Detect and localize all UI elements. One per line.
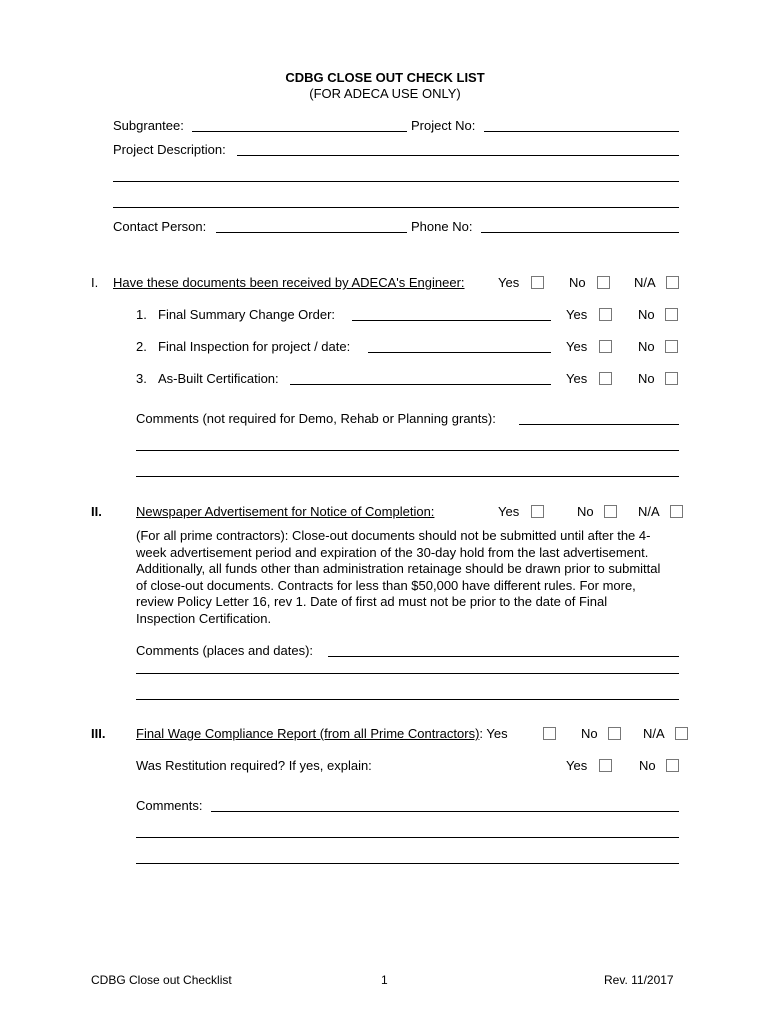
footer-title: CDBG Close out Checklist: [91, 973, 232, 987]
section-3-comments-line-2[interactable]: [136, 837, 679, 838]
project-description-line-3[interactable]: [113, 207, 679, 208]
section-2-na-label: N/A: [638, 504, 660, 519]
project-description-field[interactable]: [237, 155, 679, 156]
section-1-numeral: I.: [91, 275, 99, 290]
contact-person-label: Contact Person:: [113, 219, 207, 234]
paragraph-line: week advertisement period and expiration of the 30-day hold from the last advertisement.: [136, 544, 649, 560]
section-2-na-checkbox[interactable]: [670, 505, 683, 518]
section-1-na-label: N/A: [634, 275, 656, 290]
item-1-label: Final Summary Change Order:: [158, 307, 336, 322]
section-3-no-checkbox[interactable]: [608, 727, 621, 740]
section-3-yes-checkbox[interactable]: [543, 727, 556, 740]
item-2-no-label: No: [638, 339, 655, 354]
section-2-heading: Newspaper Advertisement for Notice of Completion:: [136, 504, 435, 519]
section-1-na-checkbox[interactable]: [666, 276, 679, 289]
paragraph-line: review Policy Letter 16, rev 1. Date of first ad must not be prior to the date of Final: [136, 594, 608, 609]
section-1-no-checkbox[interactable]: [597, 276, 610, 289]
item-1-number: 1.: [136, 307, 147, 322]
section-2-comments-line-2[interactable]: [136, 673, 679, 674]
restitution-label: Was Restitution required? If yes, explain:: [136, 758, 372, 773]
project-description-label: Project Description:: [113, 142, 226, 157]
section-3-yes-label: : Yes: [479, 726, 508, 741]
section-3-comments-line-3[interactable]: [136, 863, 679, 864]
section-1-comments-label: Comments (not required for Demo, Rehab or Planning grants):: [136, 411, 496, 426]
section-2-yes-checkbox[interactable]: [531, 505, 544, 518]
section-2-comments-line-3[interactable]: [136, 699, 679, 700]
restitution-no-label: No: [639, 758, 656, 773]
restitution-no-checkbox[interactable]: [666, 759, 679, 772]
section-2-numeral: II.: [91, 504, 102, 519]
section-2-comments-label: Comments (places and dates):: [136, 643, 314, 658]
item-2-no-checkbox[interactable]: [665, 340, 678, 353]
item-2-number: 2.: [136, 339, 147, 354]
item-2-field[interactable]: [368, 352, 551, 353]
project-description-line-2[interactable]: [113, 181, 679, 182]
section-3-heading: Final Wage Compliance Report (from all Prime Contractors): [136, 726, 480, 741]
item-1-yes-label: Yes: [566, 307, 588, 322]
section-3-comments-label: Comments:: [136, 798, 203, 813]
section-1-comments-line-3[interactable]: [136, 476, 679, 477]
paragraph-line: of close-out documents. Contracts for less than $50,000 have different rules. For more,: [136, 577, 636, 593]
item-3-label: As-Built Certification:: [158, 371, 279, 386]
footer-revision: Rev. 11/2017: [604, 973, 674, 987]
section-2-paragraph: [136, 528, 700, 627]
section-3-no-label: No: [581, 726, 598, 741]
section-1-yes-label: Yes: [498, 275, 520, 290]
restitution-yes-label: Yes: [566, 758, 588, 773]
item-3-yes-checkbox[interactable]: [599, 372, 612, 385]
item-3-yes-label: Yes: [566, 371, 588, 386]
page-subtitle: (FOR ADECA USE ONLY): [309, 86, 461, 101]
subgrantee-field[interactable]: [192, 131, 407, 132]
paragraph-line: (For all prime contractors): Close-out documents should not be submitted until after the 4-: [136, 528, 651, 543]
item-1-no-label: No: [638, 307, 655, 322]
item-2-yes-label: Yes: [566, 339, 588, 354]
paragraph-line: Additionally, all funds other than administration retainage should be drawn prior to submittal: [136, 561, 661, 576]
page-title: CDBG CLOSE OUT CHECK LIST: [285, 70, 485, 85]
section-1-no-label: No: [569, 275, 586, 290]
section-1-heading: Have these documents been received by ADECA's Engineer:: [113, 275, 465, 290]
section-3-na-label: N/A: [643, 726, 665, 741]
section-2-no-label: No: [577, 504, 594, 519]
section-1-yes-checkbox[interactable]: [531, 276, 544, 289]
section-2-comments-field[interactable]: [328, 656, 679, 657]
restitution-yes-checkbox[interactable]: [599, 759, 612, 772]
item-2-label: Final Inspection for project / date:: [158, 339, 351, 354]
project-no-field[interactable]: [484, 131, 679, 132]
item-3-no-label: No: [638, 371, 655, 386]
section-3-numeral: III.: [91, 726, 106, 741]
paragraph-line: Inspection Certification.: [136, 610, 272, 626]
item-3-no-checkbox[interactable]: [665, 372, 678, 385]
item-2-yes-checkbox[interactable]: [599, 340, 612, 353]
item-1-yes-checkbox[interactable]: [599, 308, 612, 321]
project-no-label: Project No:: [411, 118, 476, 133]
item-1-field[interactable]: [352, 320, 551, 321]
phone-no-label: Phone No:: [411, 219, 473, 234]
section-2-yes-label: Yes: [498, 504, 520, 519]
item-1-no-checkbox[interactable]: [665, 308, 678, 321]
section-3-comments-field[interactable]: [211, 811, 679, 812]
section-3-na-checkbox[interactable]: [675, 727, 688, 740]
item-3-field[interactable]: [290, 384, 551, 385]
section-3-heading-row: [136, 726, 508, 742]
footer-page-number: 1: [381, 973, 388, 987]
subgrantee-label: Subgrantee:: [113, 118, 184, 133]
phone-no-field[interactable]: [481, 232, 679, 233]
contact-person-field[interactable]: [216, 232, 407, 233]
section-1-comments-line-2[interactable]: [136, 450, 679, 451]
item-3-number: 3.: [136, 371, 147, 386]
section-2-no-checkbox[interactable]: [604, 505, 617, 518]
section-1-comments-field[interactable]: [519, 424, 679, 425]
